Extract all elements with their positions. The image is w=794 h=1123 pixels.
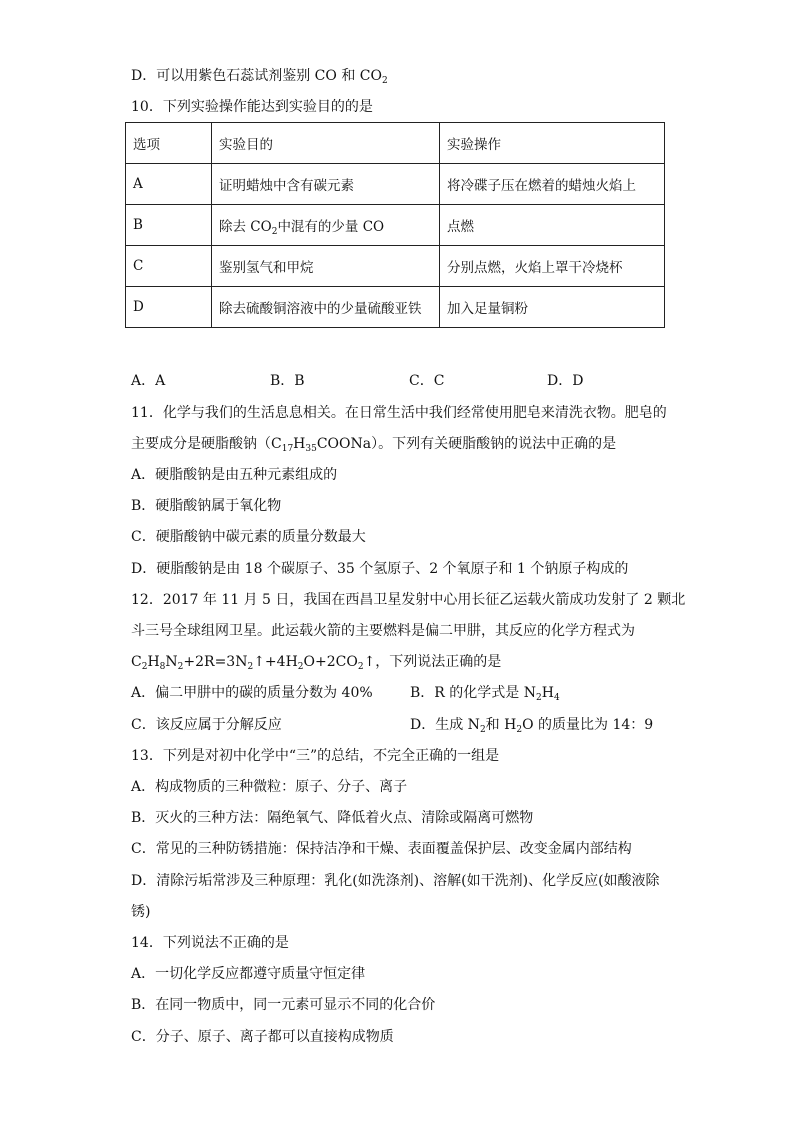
q12-option-a: A．偏二甲肼中的碳的质量分数为 40% bbox=[131, 685, 373, 701]
q12-stem-line1: 12．2017 年 11 月 5 日，我国在西昌卫星发射中心用长征乙运载火箭成功发射了 2 颗北 bbox=[131, 592, 686, 608]
q10-table bbox=[125, 122, 665, 328]
q13-option-a: A．构成物质的三种微粒：原子、分子、离子 bbox=[131, 779, 408, 795]
row-operation: 加入足量铜粉 bbox=[440, 287, 665, 328]
row-goal: 除去硫酸铜溶液中的少量硫酸亚铁 bbox=[212, 287, 440, 328]
q11-option-d: D．硬脂酸钠是由 18 个碳原子、35 个氢原子、2 个氧原子和 1 个钠原子构成的 bbox=[131, 561, 629, 577]
q10-stem: 10．下列实验操作能达到实验目的的是 bbox=[131, 99, 373, 115]
q13-option-d-line2: 锈) bbox=[131, 904, 151, 920]
q10-choice-b: B．B bbox=[270, 373, 305, 389]
q13-option-b: B．灭火的三种方法：隔绝氧气、降低着火点、清除或隔离可燃物 bbox=[131, 810, 534, 826]
q12-option-c: C．该反应属于分解反应 bbox=[131, 717, 282, 733]
table-row bbox=[126, 246, 665, 287]
table-row bbox=[126, 287, 665, 328]
row-operation: 将冷碟子压在燃着的蜡烛火焰上 bbox=[440, 164, 665, 205]
row-operation: 点燃 bbox=[440, 205, 665, 246]
q10-choice-d: D．D bbox=[547, 373, 584, 389]
q12-option-b: B．R 的化学式是 $N_2H_4$ bbox=[410, 685, 560, 703]
row-goal: 证明蜡烛中含有碳元素 bbox=[212, 164, 440, 205]
q14-stem: 14．下列说法不正确的是 bbox=[131, 935, 289, 951]
q14-option-b: B．在同一物质中，同一元素可显示不同的化合价 bbox=[131, 997, 436, 1013]
q12-option-d: D．生成 $N_2$和 $H_2O$ 的质量比为 14：9 bbox=[410, 717, 654, 735]
q14-option-a: A．一切化学反应都遵守质量守恒定律 bbox=[131, 966, 366, 982]
q13-stem: 13．下列是对初中化学中“三”的总结，不完全正确的一组是 bbox=[131, 748, 500, 764]
q10-choice-a: A．A bbox=[131, 373, 166, 389]
header-option: 选项 bbox=[126, 123, 212, 164]
table-row bbox=[126, 205, 665, 246]
q13-option-c: C．常见的三种防锈措施：保持洁净和干燥、表面覆盖保护层、改变金属内部结构 bbox=[131, 841, 632, 857]
table-row bbox=[126, 164, 665, 205]
q11-option-b: B．硬脂酸钠属于氧化物 bbox=[131, 498, 282, 514]
q11-option-c: C．硬脂酸钠中碳元素的质量分数最大 bbox=[131, 529, 366, 545]
q9-option-d: D．可以用紫色石蕊试剂鉴别 CO 和 $CO_2$ bbox=[131, 68, 388, 86]
q12-equation: $C_2H_8N_2+2R=3N_2↑+4H_2O+2CO_2↑$，下列说法正确的是 bbox=[131, 654, 502, 672]
q10-choice-c: C．C bbox=[409, 373, 445, 389]
q11-option-a: A．硬脂酸钠是由五种元素组成的 bbox=[131, 467, 338, 483]
row-goal: 鉴别氢气和甲烷 bbox=[212, 246, 440, 287]
row-goal: 除去 $CO_2$中混有的少量 CO bbox=[212, 205, 440, 246]
q14-option-c: C．分子、原子、离子都可以直接构成物质 bbox=[131, 1029, 394, 1045]
header-goal: 实验目的 bbox=[212, 123, 440, 164]
q12-stem-line2: 斗三号全球组网卫星。此运载火箭的主要燃料是偏二甲肼，其反应的化学方程式为 bbox=[131, 623, 635, 639]
q11-stem-line1: 11．化学与我们的生活息息相关。在日常生活中我们经常使用肥皂来清洗衣物。肥皂的 bbox=[131, 405, 667, 421]
row-option: B bbox=[126, 205, 212, 246]
row-option: A bbox=[126, 164, 212, 205]
row-operation: 分别点燃，火焰上罩干冷烧杯 bbox=[440, 246, 665, 287]
q13-option-d-line1: D．清除污垢常涉及三种原理：乳化(如洗涤剂)、溶解(如干洗剂)、化学反应(如酸液除 bbox=[131, 873, 660, 889]
row-option: C bbox=[126, 246, 212, 287]
row-option: D bbox=[126, 287, 212, 328]
q11-stem-line2: 主要成分是硬脂酸钠$(C_{17}H_{35}COONa)$。下列有关硬脂酸钠的说法中正确的是 bbox=[131, 436, 617, 454]
header-operation: 实验操作 bbox=[440, 123, 665, 164]
table-header-row bbox=[126, 123, 665, 164]
